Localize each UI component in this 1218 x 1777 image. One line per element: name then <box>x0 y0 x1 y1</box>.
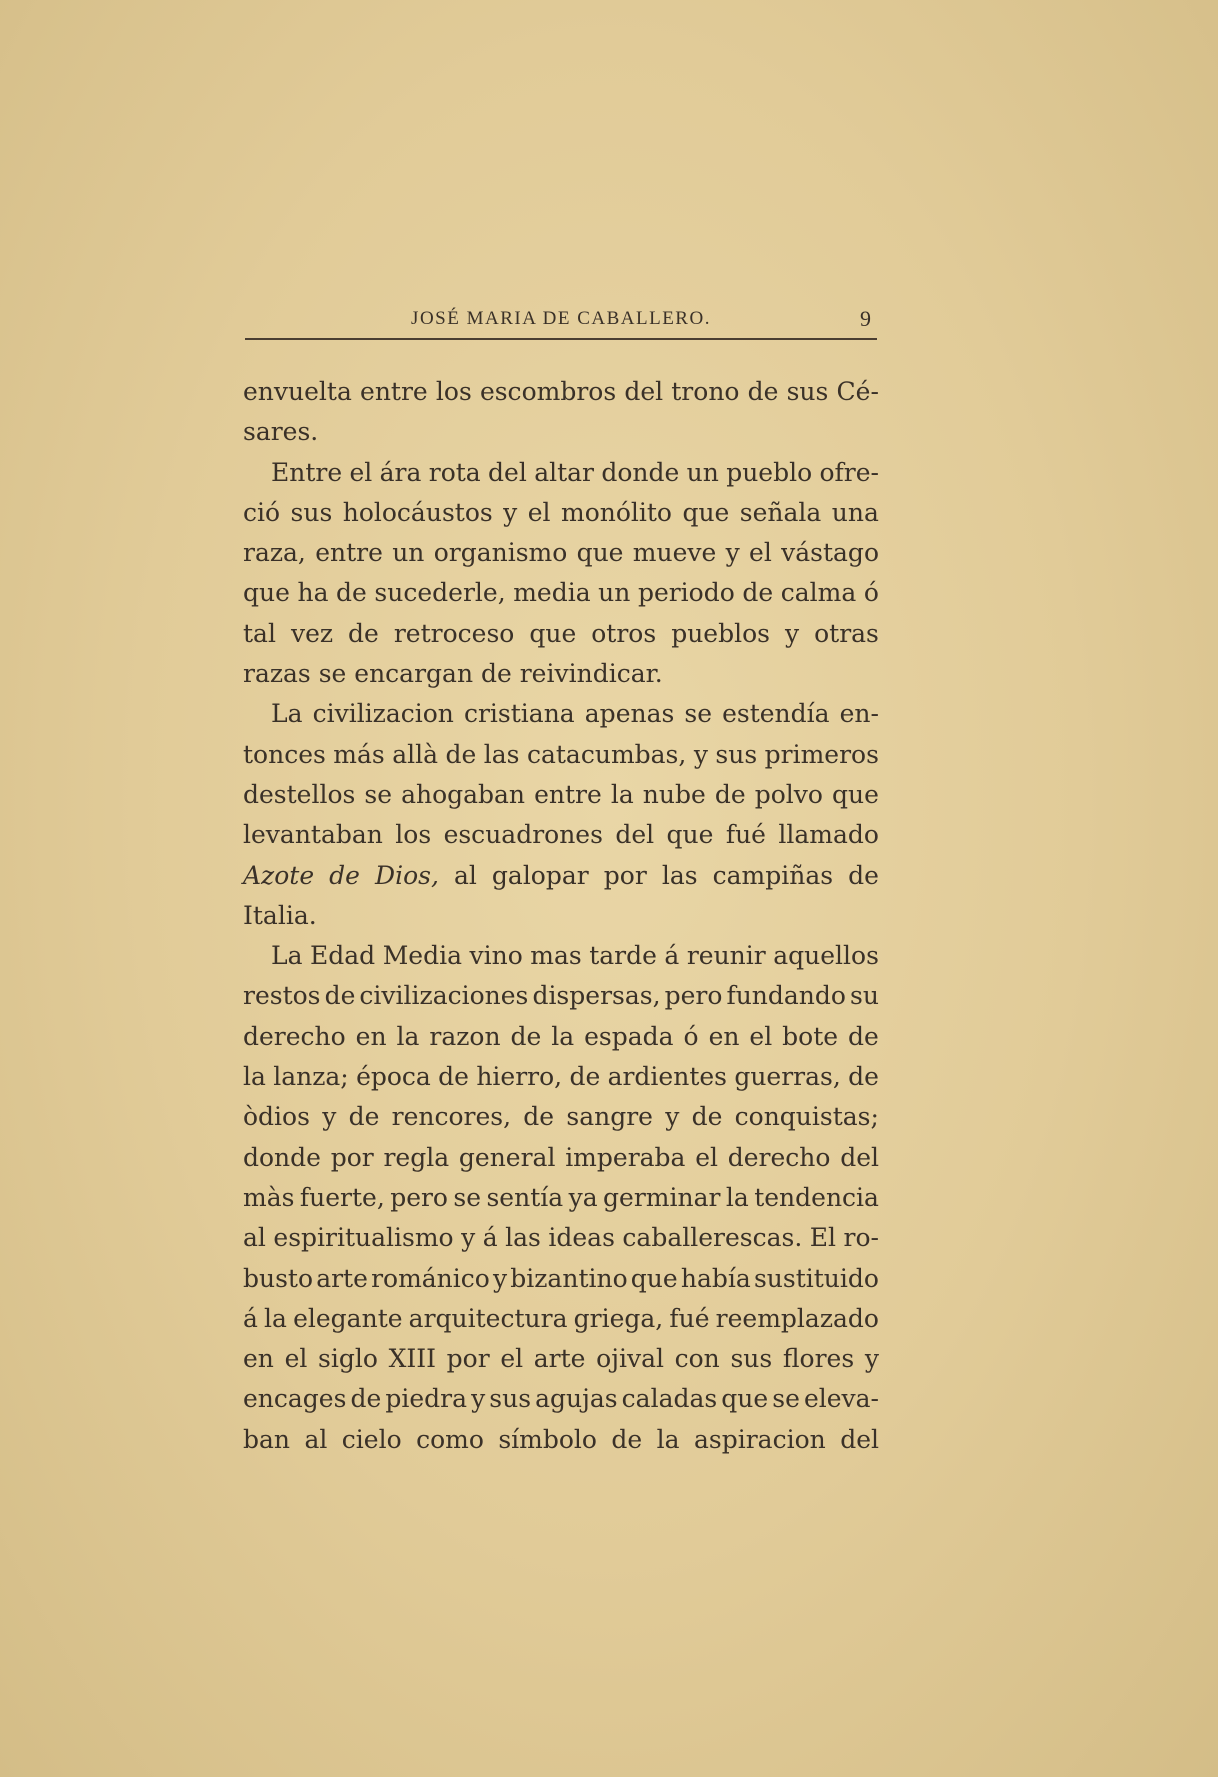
word: ro- <box>843 1223 879 1253</box>
word: sentía <box>486 1182 564 1212</box>
word: y <box>665 1102 680 1132</box>
word: primeros <box>764 739 879 769</box>
text-line <box>243 896 879 936</box>
word: ardientes <box>607 1062 727 1092</box>
word: bizantino <box>510 1263 628 1293</box>
word: del <box>840 1424 879 1454</box>
word: ó <box>863 578 879 608</box>
text-line <box>243 533 879 573</box>
word: periodo <box>637 578 735 608</box>
text-line <box>243 453 879 493</box>
word: general <box>458 1142 556 1172</box>
word: por <box>330 1142 374 1172</box>
word: su <box>850 981 879 1011</box>
word: y <box>693 739 708 769</box>
word: entre <box>534 779 602 809</box>
word: y <box>503 497 518 527</box>
word: sus <box>715 739 758 769</box>
text-line <box>243 1017 879 1057</box>
word: la <box>656 1424 680 1454</box>
word: ció <box>243 497 281 527</box>
word: rencores, <box>391 1102 512 1132</box>
word: cielo <box>341 1424 402 1454</box>
word: al <box>304 1424 328 1454</box>
word: piedra <box>385 1384 468 1414</box>
word: á <box>664 941 680 971</box>
word: entre <box>315 538 383 568</box>
word: pero <box>390 1182 448 1212</box>
word: del <box>488 457 527 487</box>
word: ó <box>683 1021 699 1051</box>
word: Azote <box>243 860 315 890</box>
word: caladas <box>621 1384 718 1414</box>
text-line <box>243 976 879 1016</box>
word: nube <box>642 779 706 809</box>
word: la <box>243 1062 266 1092</box>
word: envuelta <box>243 377 352 406</box>
word: sucederle, <box>374 578 506 608</box>
word: fundando <box>726 981 846 1011</box>
word: y <box>864 1344 879 1374</box>
word: ha <box>297 578 329 608</box>
word: tal <box>243 618 276 648</box>
word: un <box>686 457 719 487</box>
word: en- <box>839 699 879 729</box>
line-text: Italia. <box>243 900 317 930</box>
word: con <box>674 1344 720 1374</box>
word: ára <box>379 457 422 487</box>
word: civilizacion <box>312 699 454 729</box>
word: el <box>749 538 772 568</box>
word: sustituido <box>753 1263 879 1293</box>
word: fué <box>669 1303 710 1333</box>
word: pueblo <box>726 457 813 487</box>
word: la <box>725 1182 749 1212</box>
word: al <box>453 860 477 890</box>
word: de <box>350 1384 382 1414</box>
word: pero <box>664 981 723 1011</box>
word: aquellos <box>773 941 879 971</box>
word: de <box>324 981 356 1011</box>
word: El <box>809 1223 837 1253</box>
word: el <box>500 1344 524 1374</box>
text-line <box>243 412 879 452</box>
word: organismo <box>433 538 568 568</box>
page-number: 9 <box>860 306 871 331</box>
word: hierro, <box>476 1062 563 1092</box>
word: ideas <box>548 1223 615 1253</box>
word: se <box>684 699 713 729</box>
word: Media <box>382 941 462 971</box>
word: en <box>243 1344 274 1374</box>
word: galopar <box>491 860 589 890</box>
word: civilizaciones <box>359 981 529 1011</box>
word: retroceso <box>393 618 515 648</box>
word: la <box>551 1021 575 1051</box>
body-text <box>243 372 879 1460</box>
word: aspiracion <box>694 1424 826 1454</box>
word: guerras, <box>734 1062 841 1092</box>
word: á <box>482 1223 498 1253</box>
text-line <box>243 654 879 694</box>
text-line <box>243 1299 879 1339</box>
word: razon <box>429 1021 501 1051</box>
word: lanza; <box>273 1062 349 1092</box>
word: el <box>349 457 373 487</box>
word: en <box>708 1021 740 1051</box>
word: de <box>714 779 746 809</box>
word: al <box>243 1223 266 1253</box>
text-line <box>243 1218 879 1258</box>
word: sus <box>786 377 829 406</box>
word: sus <box>730 1344 773 1374</box>
word: ojival <box>596 1344 664 1374</box>
text-line <box>243 815 879 855</box>
word: se <box>772 1384 800 1414</box>
text-line <box>243 1097 879 1137</box>
word: rota <box>428 457 481 487</box>
word: La <box>271 699 303 729</box>
word: que <box>243 578 290 608</box>
word: de <box>329 860 360 890</box>
word: que <box>630 1263 678 1293</box>
text-line <box>243 735 879 775</box>
word: otras <box>814 618 879 648</box>
text-line <box>243 694 879 734</box>
word: donde <box>601 457 680 487</box>
word: espada <box>584 1021 674 1051</box>
word: y <box>461 1223 476 1253</box>
word: caballerescas. <box>622 1223 803 1253</box>
word: se <box>453 1182 482 1212</box>
text-line <box>243 1138 879 1178</box>
running-title: JOSÉ MARIA DE CABALLERO. <box>411 308 711 329</box>
word: entre <box>360 377 428 406</box>
word: las <box>505 1223 541 1253</box>
word: reemplazado <box>715 1303 879 1333</box>
word: levantaban <box>243 820 383 850</box>
word: catacumbas, <box>526 739 687 769</box>
word: conquistas; <box>734 1102 879 1132</box>
text-line <box>243 856 879 896</box>
word: busto <box>243 1263 314 1293</box>
word: arte <box>316 1263 368 1293</box>
word: màs <box>243 1182 295 1212</box>
word: Cé- <box>836 377 879 406</box>
text-line <box>243 775 879 815</box>
page-header <box>245 304 877 340</box>
word: mueve <box>632 538 717 568</box>
word: que <box>576 538 624 568</box>
word: griega, <box>573 1303 664 1333</box>
word: de <box>569 1062 601 1092</box>
word: por <box>446 1344 490 1374</box>
text-line <box>243 493 879 533</box>
word: altar <box>534 457 594 487</box>
word: reunir <box>686 941 766 971</box>
word: del <box>840 1142 879 1172</box>
word: de <box>348 618 379 648</box>
word: un <box>392 538 425 568</box>
word: fuerte, <box>299 1182 385 1212</box>
word: el <box>284 1344 308 1374</box>
word: de <box>747 377 779 406</box>
word: ya <box>568 1182 598 1212</box>
word: una <box>831 497 879 527</box>
word: románico <box>371 1263 490 1293</box>
word: y <box>492 1263 508 1293</box>
word: de <box>445 739 477 769</box>
word: ofre- <box>819 457 879 487</box>
text-line <box>243 1420 879 1460</box>
word: calma <box>780 578 857 608</box>
word: siglo <box>318 1344 378 1374</box>
word: y <box>784 618 800 648</box>
word: señala <box>739 497 822 527</box>
word: regla <box>383 1142 450 1172</box>
word: á <box>243 1303 258 1333</box>
line-text: razas se encargan de reivindicar. <box>243 659 663 689</box>
text-line <box>243 1339 879 1379</box>
word: como <box>416 1424 484 1454</box>
word: estendía <box>722 699 830 729</box>
word: otros <box>591 618 657 648</box>
word: arquitectura <box>408 1303 568 1333</box>
word: los <box>395 820 432 850</box>
word: de <box>438 1062 469 1092</box>
word: que <box>721 1384 769 1414</box>
line-text: sares. <box>243 417 319 447</box>
word: de <box>510 1021 542 1051</box>
text-line <box>243 573 879 613</box>
word: fué <box>725 820 766 850</box>
word: media <box>513 578 591 608</box>
word: vino <box>469 941 523 971</box>
word: dispersas, <box>532 981 661 1011</box>
word: las <box>483 739 520 769</box>
word: restos <box>243 981 321 1011</box>
word: agujas <box>535 1384 618 1414</box>
word: pueblos <box>671 618 770 648</box>
word: imperaba <box>565 1142 686 1172</box>
word: de <box>523 1102 555 1132</box>
word: escombros <box>479 377 617 406</box>
word: el <box>749 1021 773 1051</box>
word: y <box>471 1384 486 1414</box>
word: por <box>603 860 647 890</box>
word: de <box>848 1062 879 1092</box>
word: los <box>435 377 472 406</box>
word: mas <box>530 941 582 971</box>
word: derecho <box>727 1142 831 1172</box>
word: las <box>661 860 698 890</box>
word: sangre <box>566 1102 653 1132</box>
word: ban <box>243 1424 291 1454</box>
word: que <box>832 779 879 809</box>
word: tarde <box>589 941 657 971</box>
word: escuadrones <box>443 820 603 850</box>
word: la <box>610 779 634 809</box>
word: que <box>666 820 714 850</box>
word: tonces <box>243 739 326 769</box>
word: monólito <box>560 497 672 527</box>
word: destellos <box>243 779 356 809</box>
word: en <box>355 1021 387 1051</box>
word: vez <box>290 618 334 648</box>
word: ahogaban <box>401 779 526 809</box>
word: símbolo <box>498 1424 597 1454</box>
word: y <box>725 538 740 568</box>
word: de <box>742 578 774 608</box>
word: de <box>691 1102 723 1132</box>
word: Entre <box>271 457 343 487</box>
word: eleva- <box>803 1384 879 1414</box>
word: trono <box>671 377 740 406</box>
word: derecho <box>243 1021 346 1051</box>
word: se <box>364 779 393 809</box>
word: más <box>333 739 385 769</box>
word: y <box>322 1102 337 1132</box>
word: campiñas <box>712 860 834 890</box>
text-line <box>243 1178 879 1218</box>
word: apenas <box>584 699 675 729</box>
word: sus <box>290 497 333 527</box>
word: había <box>680 1263 751 1293</box>
text-line <box>243 936 879 976</box>
word: de <box>848 1021 879 1051</box>
word: el <box>695 1142 718 1172</box>
text-line <box>243 1259 879 1299</box>
word: espiritualismo <box>273 1223 454 1253</box>
word: elegante <box>293 1303 403 1333</box>
text-line <box>243 372 879 412</box>
word: que <box>529 618 577 648</box>
word: òdios <box>243 1102 310 1132</box>
word: época <box>356 1062 431 1092</box>
word: allà <box>392 739 439 769</box>
word: llamado <box>778 820 879 850</box>
word: germinar <box>603 1182 721 1212</box>
word: holocáustos <box>342 497 493 527</box>
word: polvo <box>754 779 823 809</box>
word: vástago <box>781 538 879 568</box>
word: Dios, <box>375 860 439 890</box>
word: de <box>336 578 367 608</box>
word: de <box>848 860 879 890</box>
word: de <box>348 1102 380 1132</box>
word: el <box>527 497 551 527</box>
word: tendencia <box>754 1182 879 1212</box>
word: la <box>264 1303 287 1333</box>
word: flores <box>782 1344 855 1374</box>
word: la <box>396 1021 420 1051</box>
word: raza, <box>243 538 306 568</box>
word: XIII <box>388 1344 436 1374</box>
word: que <box>682 497 730 527</box>
word: cristiana <box>463 699 575 729</box>
word: encages <box>243 1384 347 1414</box>
word: bote <box>782 1021 839 1051</box>
word: arte <box>533 1344 586 1374</box>
word: del <box>615 820 655 850</box>
word: donde <box>243 1142 321 1172</box>
word: sus <box>489 1384 532 1414</box>
word: Edad <box>310 941 376 971</box>
word: un <box>598 578 631 608</box>
text-line <box>243 1379 879 1419</box>
word: de <box>611 1424 643 1454</box>
word: del <box>624 377 664 406</box>
text-line <box>243 1057 879 1097</box>
word: La <box>271 941 303 971</box>
text-line <box>243 614 879 654</box>
